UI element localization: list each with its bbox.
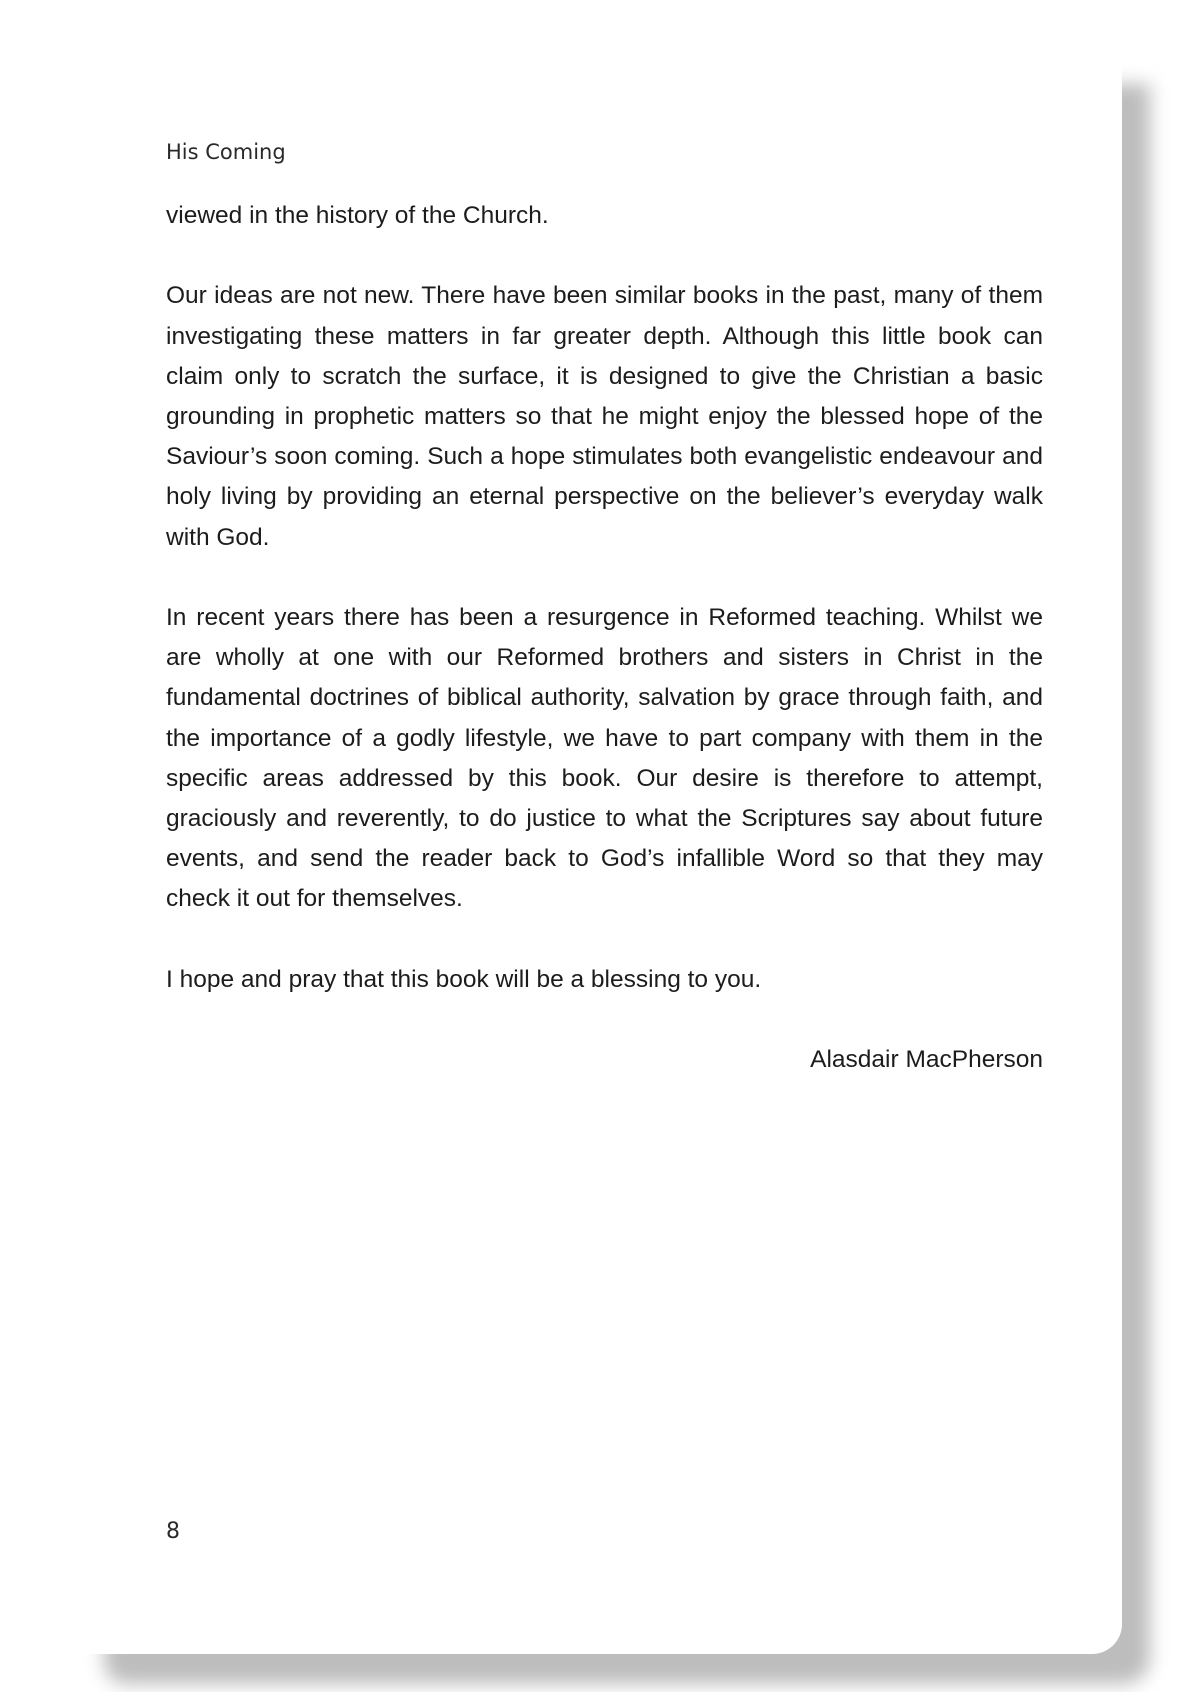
paragraph-ideas-not-new: Our ideas are not new. There have been similar books in the past, many of them investigating these matters in far greater depth. Although this little book can claim only to scratch the surface, it is designed to give the Christian a basic grounding in prophetic matters so that he might enjoy the blessed hope of the Saviour’s soon coming. Such a hope stimulates both evangelistic endeavour and holy living by providing an eternal perspective on the believer’s everyday walk with God.: [166, 282, 1043, 551]
paragraph-blessing: I hope and pray that this book will be a blessing to you.: [166, 965, 762, 993]
running-head: His Coming: [166, 140, 286, 164]
author-signature: Alasdair MacPherson: [810, 1046, 1043, 1074]
paragraph-continuation: viewed in the history of the Church.: [166, 202, 549, 229]
page-number: 8: [166, 1519, 180, 1544]
paragraph-reformed-teaching: In recent years there has been a resurgence in Reformed teaching. Whilst we are wholly at one with our Reformed brothers and sisters in Christ in the fundamental doctrines of biblical authority, salvation by grace through faith, and the importance of a godly lifestyle, we have to part company with them in the specific areas addressed by this book. Our desire is therefore to attempt, graciously and reverently, to do justice to what the Scriptures say about future events, and send the reader back to God’s infallible Word so that they may check it out for themselves.: [166, 604, 1043, 913]
page-body: [166, 196, 1043, 1121]
